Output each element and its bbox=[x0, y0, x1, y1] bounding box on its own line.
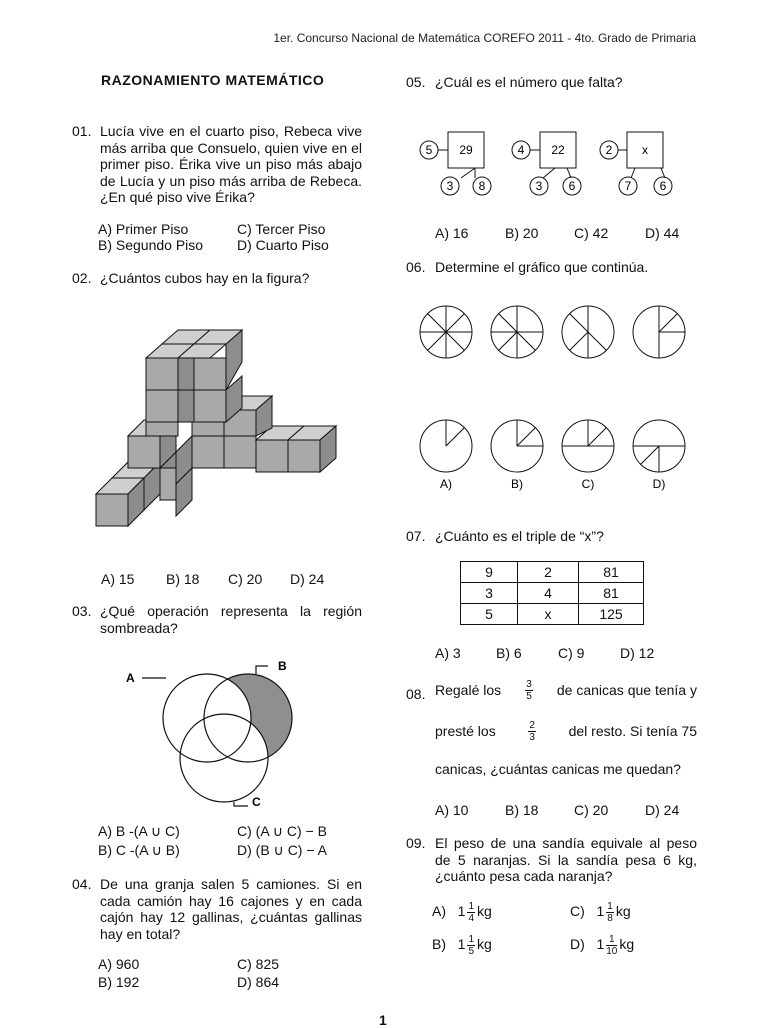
q07-option-d: D) 12 bbox=[620, 645, 655, 661]
q09-option-b bbox=[432, 934, 492, 957]
q03-text: ¿Qué operación representa la región sombreada? bbox=[100, 603, 362, 636]
venn-label-a: A bbox=[126, 671, 135, 685]
q06-number: 06. bbox=[406, 259, 426, 275]
f2-b2: 6 bbox=[568, 179, 576, 193]
section-title: RAZONAMIENTO MATEMÁTICO bbox=[101, 72, 325, 88]
unit: kg bbox=[477, 903, 492, 920]
unit: kg bbox=[619, 936, 635, 953]
page-number: 1 bbox=[379, 1012, 387, 1028]
q04-option-c: C) 825 bbox=[237, 956, 280, 972]
f1-b2: 8 bbox=[478, 179, 486, 193]
q08-fraction-2 bbox=[528, 720, 536, 743]
q04-text: De una granja salen 5 camiones. Si en cada camión hay 16 cajones y en cada cajón hay 12 gallinas, ¿cuántas gallinas hay en total? bbox=[100, 876, 362, 942]
q06-label-b: B) bbox=[511, 477, 523, 491]
q04-option-b: B) 192 bbox=[98, 974, 140, 990]
page-header: 1er. Concurso Nacional de Matemática COREFO 2011 - 4to. Grado de Primaria bbox=[273, 31, 696, 45]
q05-option-d: D) 44 bbox=[645, 225, 680, 241]
table-cell: 2 bbox=[518, 562, 579, 583]
q03-option-c: C) (A ∪ C) − B bbox=[237, 823, 327, 839]
q08-line2-a: presté los bbox=[435, 723, 496, 740]
q08-line2-b: del resto. Si tenía 75 bbox=[568, 723, 697, 740]
q03-venn-diagram bbox=[118, 656, 298, 812]
frac-numerator: 2 bbox=[529, 720, 535, 731]
q07-option-b: B) 6 bbox=[496, 645, 522, 661]
frac-denominator: 5 bbox=[526, 691, 532, 702]
q04-option-a: A) 960 bbox=[98, 956, 140, 972]
q08-option-b: B) 18 bbox=[505, 802, 539, 818]
q09-number: 09. bbox=[406, 835, 426, 851]
q06-text: Determine el gráfico que continúa. bbox=[435, 259, 649, 275]
q05-number: 05. bbox=[406, 74, 426, 90]
venn-label-c: C bbox=[252, 795, 261, 809]
f2-left: 4 bbox=[517, 143, 525, 157]
q04-option-d: D) 864 bbox=[237, 974, 280, 990]
mixed-whole: 1 bbox=[457, 903, 466, 920]
frac-denominator: 5 bbox=[468, 946, 475, 957]
q02-text: ¿Cuántos cubos hay en la figura? bbox=[100, 270, 310, 286]
q09-option-d bbox=[570, 934, 634, 957]
q02-option-d: D) 24 bbox=[290, 571, 325, 587]
table-cell: 81 bbox=[579, 583, 644, 604]
mixed-whole: 1 bbox=[596, 903, 605, 920]
q07-option-a: A) 3 bbox=[435, 645, 461, 661]
q04-number: 04. bbox=[72, 876, 92, 892]
table-cell: 3 bbox=[461, 583, 518, 604]
q01-option-d: D) Cuarto Piso bbox=[237, 237, 329, 253]
option-label: A) bbox=[432, 903, 446, 920]
option-label: D) bbox=[570, 936, 585, 953]
q03-option-a: A) B -(A ∪ C) bbox=[98, 823, 180, 839]
q07-option-c: C) 9 bbox=[558, 645, 585, 661]
f2-b1: 3 bbox=[535, 179, 543, 193]
frac-denominator: 8 bbox=[607, 913, 613, 924]
q09-text: El peso de una sandía equivale al peso de 5 naranjas. Si la sandía pesa 6 kg, ¿cuánto pesa cada naranja? bbox=[435, 835, 697, 884]
q02-number: 02. bbox=[72, 270, 92, 286]
q05-option-a: A) 16 bbox=[435, 225, 469, 241]
frac-numerator: 1 bbox=[468, 934, 475, 945]
q03-number: 03. bbox=[72, 603, 92, 619]
q05-option-c: C) 42 bbox=[574, 225, 609, 241]
frac-numerator: 1 bbox=[606, 934, 617, 946]
q07-table bbox=[460, 561, 644, 625]
table-row bbox=[461, 604, 644, 625]
mixed-whole: 1 bbox=[596, 936, 605, 953]
f1-left: 5 bbox=[425, 143, 433, 157]
f3-center: x bbox=[642, 143, 648, 157]
option-label: B) bbox=[432, 936, 446, 953]
table-row bbox=[461, 562, 644, 583]
q03-option-d: D) (B ∪ C) − A bbox=[237, 842, 327, 858]
f3-b1: 7 bbox=[624, 179, 632, 193]
q02-option-c: C) 20 bbox=[228, 571, 263, 587]
f3-left: 2 bbox=[605, 143, 613, 157]
f2-center: 22 bbox=[551, 143, 565, 157]
table-cell: 5 bbox=[461, 604, 518, 625]
q01-number: 01. bbox=[72, 123, 92, 139]
q01-text: Lucía vive en el cuarto piso, Rebeca vive más arriba que Consuelo, quien vive en el primer piso. Érika vive un piso más abajo de Lucía y un piso más arriba de Rebeca. ¿En qué piso vive Érika? bbox=[100, 123, 362, 205]
q08-option-d: D) 24 bbox=[645, 802, 680, 818]
q08-number: 08. bbox=[406, 686, 426, 702]
table-cell: 4 bbox=[518, 583, 579, 604]
table-cell: 125 bbox=[579, 604, 644, 625]
q08-line1 bbox=[435, 679, 697, 702]
q09-option-c bbox=[570, 901, 631, 924]
q01-option-a: A) Primer Piso bbox=[98, 221, 189, 237]
f3-b2: 6 bbox=[659, 179, 667, 193]
option-label: C) bbox=[570, 903, 585, 920]
q08-line1-b: de canicas que tenía y bbox=[556, 682, 697, 699]
frac-numerator: 1 bbox=[468, 901, 475, 912]
table-row bbox=[461, 583, 644, 604]
unit: kg bbox=[615, 903, 631, 920]
venn-label-b: B bbox=[278, 659, 287, 673]
q03-option-b: B) C -(A ∪ B) bbox=[98, 842, 180, 858]
q08-fraction-1 bbox=[525, 679, 533, 702]
q08-line1-a: Regalé los bbox=[435, 682, 502, 699]
frac-numerator: 1 bbox=[607, 901, 613, 912]
q05-text: ¿Cuál es el número que falta? bbox=[435, 74, 623, 90]
q07-text: ¿Cuánto es el triple de “x”? bbox=[435, 528, 604, 544]
q06-label-a: A) bbox=[440, 477, 452, 491]
q09-option-a bbox=[432, 901, 492, 924]
frac-denominator: 4 bbox=[468, 913, 475, 924]
q08-option-a: A) 10 bbox=[435, 802, 469, 818]
q08-line2 bbox=[435, 720, 697, 743]
frac-denominator: 3 bbox=[529, 732, 535, 743]
q06-label-d: D) bbox=[652, 477, 666, 491]
table-cell: 9 bbox=[461, 562, 518, 583]
q08-line3: canicas, ¿cuántas canicas me quedan? bbox=[435, 761, 681, 777]
q02-option-b: B) 18 bbox=[166, 571, 200, 587]
q08-option-c: C) 20 bbox=[574, 802, 609, 818]
f1-b1: 3 bbox=[446, 179, 454, 193]
table-cell: 81 bbox=[579, 562, 644, 583]
table-cell: x bbox=[518, 604, 579, 625]
q02-cube-figure bbox=[90, 320, 360, 532]
frac-numerator: 3 bbox=[526, 679, 532, 690]
f1-center: 29 bbox=[459, 143, 473, 157]
q05-figures bbox=[415, 128, 685, 200]
mixed-whole: 1 bbox=[457, 936, 466, 953]
q01-option-b: B) Segundo Piso bbox=[98, 237, 204, 253]
q01-option-c: C) Tercer Piso bbox=[237, 221, 326, 237]
q02-option-a: A) 15 bbox=[101, 571, 135, 587]
q05-option-b: B) 20 bbox=[505, 225, 539, 241]
q06-figures bbox=[410, 300, 700, 500]
q07-number: 07. bbox=[406, 528, 426, 544]
frac-denominator: 10 bbox=[606, 946, 618, 957]
unit: kg bbox=[477, 936, 492, 953]
q06-label-c: C) bbox=[581, 477, 595, 491]
